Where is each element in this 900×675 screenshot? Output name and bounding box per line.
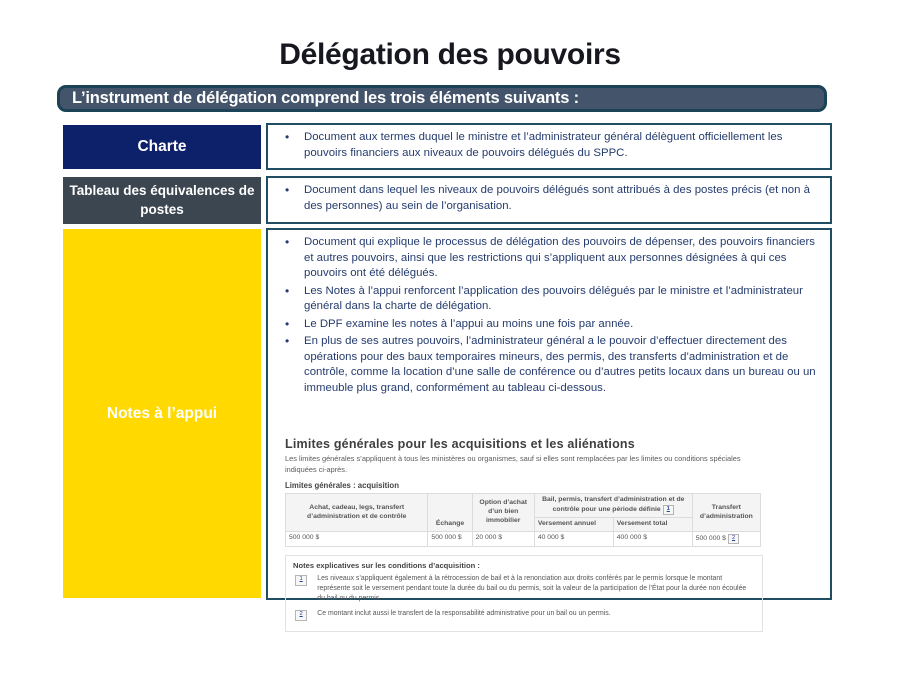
row-content-charte — [266, 123, 832, 170]
cell-versement-annuel: 40 000 $ — [534, 531, 613, 546]
col-header-versement-total: Versement total — [613, 518, 692, 532]
bullet-item: • Document aux termes duquel le ministre et l’administrateur général délèguent officiellement les pouvoirs financiers aux niveaux de pouvoirs délégués du SPPC. — [276, 130, 822, 161]
col-header-echange: Échange — [428, 494, 472, 531]
bullet-item: • Le DPF examine les notes à l’appui au moins une fois par année. — [276, 317, 822, 333]
page-title: Délégation des pouvoirs — [279, 38, 621, 71]
cell-versement-total: 400 000 $ — [613, 531, 692, 546]
cell-echange: 500 000 $ — [428, 531, 472, 546]
banner-text: L’instrument de délégation comprend les trois éléments suivants : — [72, 89, 579, 107]
cell-transfert — [692, 531, 760, 546]
row-label-tableau-equivalences — [63, 177, 261, 224]
col-header-bail-text: Bail, permis, transfert d’administration et de contrôle pour une période définie — [542, 496, 685, 514]
bullet-item: • Document qui explique le processus de délégation des pouvoirs de dépenser, des pouvoirs financiers et autres pouvoirs, ainsi que les restrictions qui s’appliquent aux personnes désignées à qui ces pouvoirs ont été délégués. — [276, 235, 822, 282]
note-item-2 — [293, 609, 755, 621]
row-label-notes-text: Notes à l’appui — [106, 404, 218, 422]
footnote-1-link[interactable]: 1 — [663, 505, 674, 515]
col-header-transfert: Transfert d’administration — [692, 494, 760, 531]
col-header-versement-annuel: Versement annuel — [534, 518, 613, 532]
col-header-option-achat: Option d’achat d’un bien immobilier — [472, 494, 534, 531]
table-row — [286, 531, 761, 546]
col-header-achat: Achat, cadeau, legs, transfert d’administration et de contrôle — [286, 494, 428, 531]
cell-achat: 500 000 $ — [286, 531, 428, 546]
embedded-limits-screenshot — [285, 437, 767, 632]
limits-table — [285, 493, 761, 546]
cell-option-achat: 20 000 $ — [472, 531, 534, 546]
cell-transfert-value: 500 000 $ — [695, 534, 726, 542]
bullet-item: • Les Notes à l’appui renforcent l’application des pouvoirs délégués par le ministre et l’administrateur général dans la charte de délégation. — [276, 284, 822, 315]
row-label-charte-text: Charte — [137, 138, 187, 155]
limits-heading: Limites générales pour les acquisitions et les aliénations — [285, 437, 635, 451]
note-1-anchor[interactable]: 1 — [295, 575, 307, 586]
note-1-text: Les niveaux s’appliquent également à la rétrocession de bail et à la renonciation aux droits conférés par le permis lorsque le montant représente soit le versement pendant toute la durée du bail ou du permis, soit la valeur de la participation de l’État pour la durée non écoulée du bail ou du permis. — [317, 574, 747, 603]
note-item-1 — [293, 574, 755, 605]
row-content-tableau-equivalences — [266, 176, 832, 224]
row-label-tableau-text: Tableau des équivalences de postes — [69, 183, 255, 217]
row-label-charte — [63, 125, 261, 169]
bullet-item: • En plus de ses autres pouvoirs, l’administrateur général a le pouvoir d’effectuer directement des opérations pour des baux temporaires mineurs, des permis, des transferts d’administration et de contrôle, comme la location d’une salle de conférence ou d’autres petits locaux dans un bureau ou un immeuble plus grand, conformément au tableau ci-dessous. — [276, 334, 822, 396]
limits-table-label: Limites générales : acquisition — [285, 481, 399, 491]
note-2-anchor[interactable]: 2 — [295, 610, 307, 621]
note-2-text: Ce montant inclut aussi le transfert de la responsabilité administrative pour un bail ou un permis. — [317, 609, 611, 617]
col-header-bail-group — [534, 494, 692, 518]
notes-explicatives-box — [285, 555, 763, 632]
bullet-item: • Document dans lequel les niveaux de pouvoirs délégués sont attribués à des postes précis (et non à des personnes) au sein de l’organisation. — [276, 183, 822, 214]
footnote-2-link[interactable]: 2 — [728, 534, 739, 544]
row-label-notes-appui — [63, 229, 261, 598]
banner — [57, 85, 827, 112]
notes-heading: Notes explicatives sur les conditions d’acquisition : — [293, 560, 480, 570]
limits-intro: Les limites générales s’appliquent à tous les ministères ou organismes, sauf si elles sont remplacées par les limites ou conditions spéciales indiquées ci-après. — [285, 454, 741, 474]
